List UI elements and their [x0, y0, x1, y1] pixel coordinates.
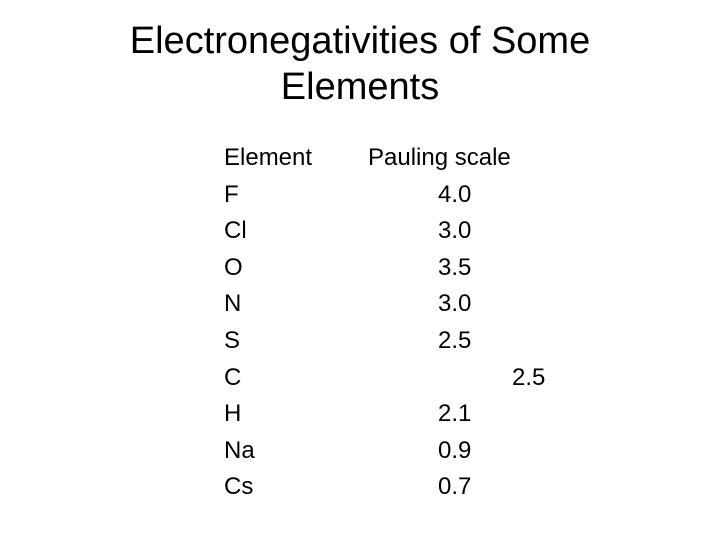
pauling-value-cell: 2.5 [438, 326, 472, 354]
pauling-value-cell: 3.5 [438, 253, 472, 281]
element-cell: N [224, 290, 242, 318]
pauling-value-cell: 3.0 [438, 217, 472, 245]
element-cell: C [224, 363, 242, 391]
pauling-value-cell: 0.9 [438, 436, 472, 464]
element-cell: O [224, 253, 243, 281]
title-line-2: Elements [280, 66, 440, 108]
element-cell: Na [224, 436, 255, 464]
pauling-column-header: Pauling scale [368, 144, 511, 171]
title-line-1: Electronegativities of Some [129, 20, 591, 62]
pauling-value-cell: 4.0 [438, 180, 472, 208]
element-cell: H [224, 400, 242, 428]
element-cell: Cl [224, 217, 247, 245]
element-cell: F [224, 180, 239, 208]
element-column-header: Element [224, 144, 313, 171]
slide-title [0, 18, 720, 110]
element-column [224, 140, 312, 506]
pauling-value-cell: 0.7 [438, 473, 472, 501]
pauling-column [368, 140, 545, 506]
pauling-value-cell: 2.5 [512, 363, 546, 391]
pauling-value-cell: 2.1 [438, 400, 472, 428]
element-cell: S [224, 326, 241, 354]
pauling-value-cell: 3.0 [438, 290, 472, 318]
element-cell: Cs [224, 473, 254, 501]
